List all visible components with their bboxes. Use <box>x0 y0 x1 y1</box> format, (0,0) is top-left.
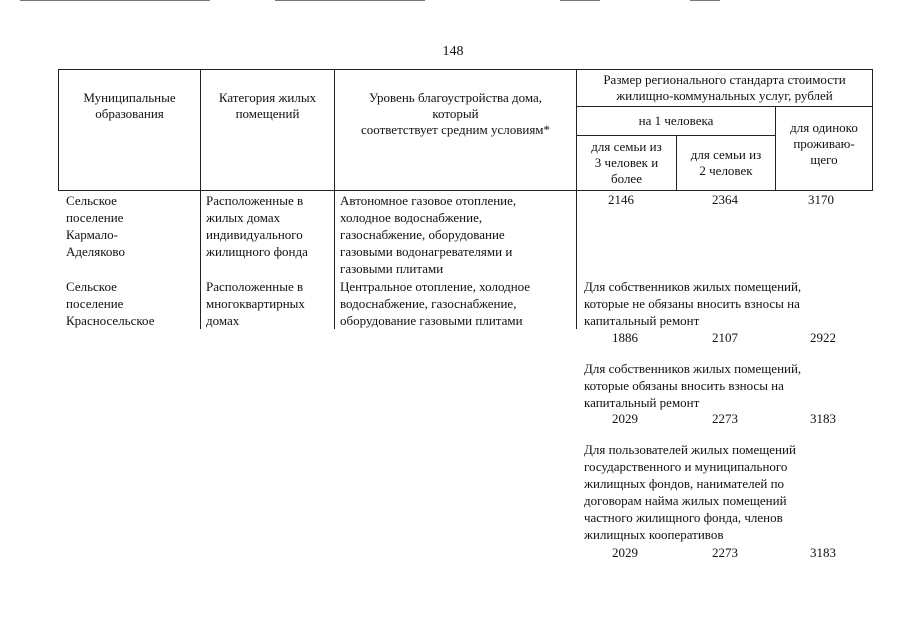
group-2-single-value: 3183 <box>810 411 836 426</box>
scan-artifact <box>275 0 425 1</box>
column-divider <box>334 191 335 329</box>
header-category: Категория жилых помещений <box>200 69 335 191</box>
header-family-2: для семьи из 2 человек <box>676 135 776 191</box>
group-3-single-value: 3183 <box>810 545 836 560</box>
header-municipality: Муниципальные образования <box>58 69 201 191</box>
group-3-family-3-value: 2029 <box>612 545 638 560</box>
row-1-category: Расположенные в жилых домах индивидуального жилищного фонда <box>206 193 308 259</box>
header-family-3: для семьи из 3 человек и более <box>576 135 677 191</box>
row-1-comfort: Автономное газовое отопление, холодное водоснабжение, газоснабжение, оборудование газовыми водонагревателями и газовыми плитами <box>340 193 517 276</box>
row-1-single-value: 3170 <box>808 192 834 207</box>
header-single: для одиноко проживаю- щего <box>775 106 873 191</box>
scan-artifact <box>560 0 600 1</box>
scan-artifact <box>20 0 210 1</box>
row-1-family-2-value: 2364 <box>712 192 738 207</box>
page-number: 148 <box>442 44 464 59</box>
group-3-family-2-value: 2273 <box>712 545 738 560</box>
row-1-family-3-value: 2146 <box>608 192 634 207</box>
header-comfort-level: Уровень благоустройства дома, который соответствует средним условиям* <box>334 69 577 191</box>
group-1-family-2-value: 2107 <box>712 330 738 345</box>
row-2-category: Расположенные в многоквартирных домах <box>206 279 305 328</box>
group-1-family-3-value: 1886 <box>612 330 638 345</box>
group-3-label: Для пользователей жилых помещений государственного и муниципального жилищных фондов, нанимателей по договорам найма жилых помещений частного жилищного фонда, членов жилищных кооперативов <box>584 442 796 542</box>
group-2-family-2-value: 2273 <box>712 411 738 426</box>
group-2-label: Для собственников жилых помещений, которые обязаны вносить взносы на капитальный ремонт <box>584 361 802 410</box>
row-2-municipality: Сельское поселение Красносельское <box>66 279 155 328</box>
header-per-person: на 1 человека <box>576 106 776 136</box>
column-divider <box>576 191 577 329</box>
group-2-family-3-value: 2029 <box>612 411 638 426</box>
row-1-municipality: Сельское поселение Кармало- Аделяково <box>66 193 125 259</box>
header-standard-cost: Размер регионального стандарта стоимости жилищно-коммунальных услуг, рублей <box>576 69 873 107</box>
group-1-label: Для собственников жилых помещений, которые не обязаны вносить взносы на капитальный ремонт <box>584 279 802 328</box>
column-divider <box>200 191 201 329</box>
scan-artifact <box>690 0 720 1</box>
row-2-comfort: Центральное отопление, холодное водоснабжение, газоснабжение, оборудование газовыми плитами <box>340 279 531 328</box>
group-1-single-value: 2922 <box>810 330 836 345</box>
